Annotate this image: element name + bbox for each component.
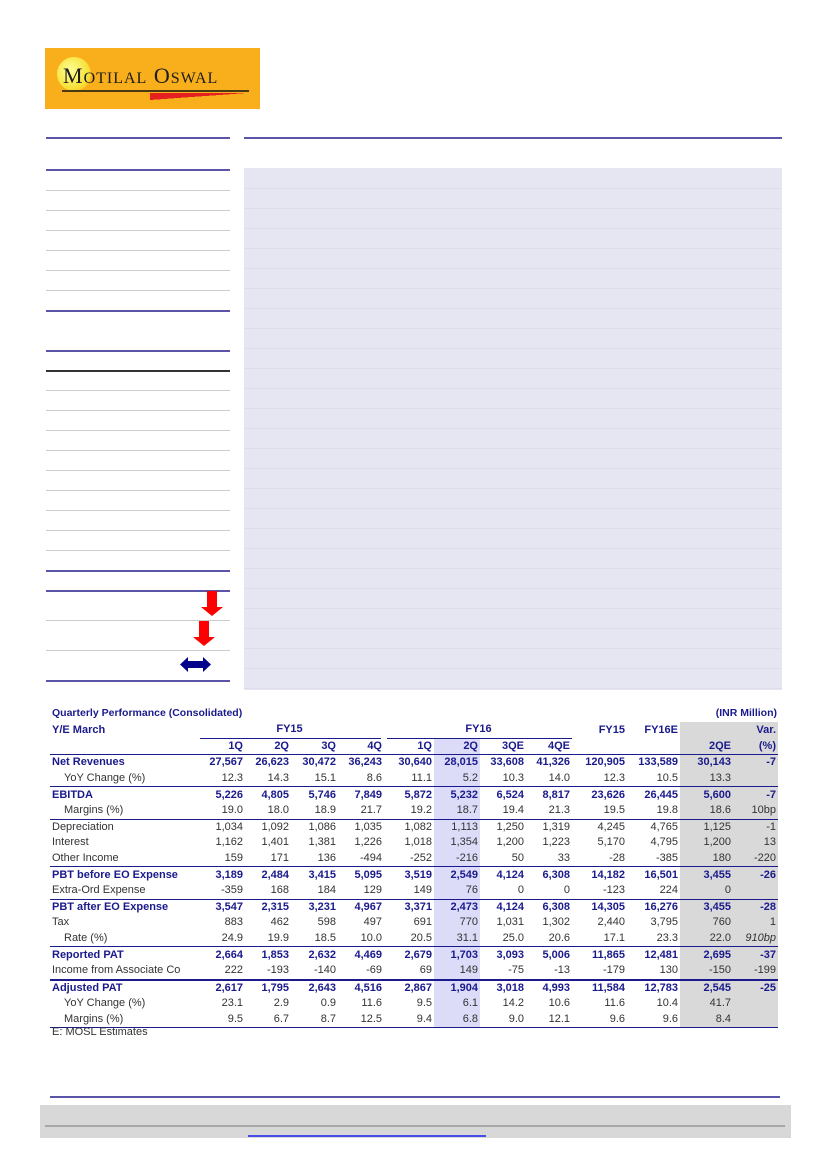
table-cell: 1,125	[680, 819, 733, 835]
table-cell: 3,795	[650, 916, 678, 929]
row-label: Tax	[52, 916, 70, 929]
table-cell: 1,226	[354, 836, 382, 849]
table-row	[50, 963, 778, 980]
table-cell: 8.7	[291, 1012, 338, 1028]
table-cell: 20.6	[526, 931, 572, 947]
table-cell: 5,170	[597, 836, 625, 849]
table-cell: 30,143	[680, 755, 733, 771]
table-cell: 883	[224, 916, 243, 929]
divider	[46, 270, 230, 271]
divider	[46, 310, 230, 312]
table-cell: 1,319	[542, 820, 570, 833]
divider	[46, 190, 230, 191]
column-header: 3QE	[480, 738, 526, 755]
table-cell	[733, 1012, 778, 1028]
table-cell: 1,401	[261, 836, 289, 849]
table-cell: 1,086	[308, 820, 336, 833]
table-cell: -140	[291, 963, 338, 980]
table-cell: 33,608	[490, 756, 524, 769]
table-cell: 6.1	[434, 996, 480, 1012]
column-header: 4Q	[338, 738, 384, 755]
column-header: (%)	[733, 738, 778, 755]
row-label: Other Income	[50, 851, 200, 867]
table-cell: 222	[200, 963, 245, 980]
table-cell: 26,445	[644, 788, 678, 801]
table-cell: 3,093	[496, 948, 524, 961]
divider	[46, 169, 230, 171]
divider	[46, 430, 230, 431]
table-cell: 691	[413, 916, 432, 929]
table-cell: 6,308	[542, 900, 570, 913]
row-label: PBT after EO Expense	[52, 900, 169, 913]
table-cell: 14.2	[502, 997, 524, 1010]
table-cell: 30,640	[398, 756, 432, 769]
table-cell: 3,547	[215, 900, 243, 913]
table-cell: 910bp	[733, 931, 778, 947]
table-cell: 23.3	[627, 931, 680, 947]
table-cell: 33	[526, 851, 572, 867]
table-row	[50, 819, 778, 835]
table-cell: 2.9	[273, 997, 289, 1010]
table-cell: 13.3	[680, 771, 733, 787]
table-cell: 18.0	[245, 803, 291, 819]
table-cell: -359	[200, 883, 245, 899]
table-cell: 159	[200, 851, 245, 867]
table-cell: 760	[680, 915, 733, 931]
table-cell: 4,469	[354, 948, 382, 961]
table-cell: 4,516	[354, 981, 382, 994]
table-cell: 21.3	[526, 803, 572, 819]
table-cell: 6.8	[434, 1012, 480, 1028]
table-cell: 184	[291, 883, 338, 899]
table-cell: 4,245	[597, 820, 625, 833]
table-cell: 3,231	[308, 900, 336, 913]
table-cell: 76	[434, 883, 480, 899]
table-cell: 1,031	[496, 916, 524, 929]
row-label: EBITDA	[52, 788, 93, 801]
table-cell	[733, 771, 778, 787]
table-cell: 27,567	[209, 756, 243, 769]
row-label: Margins (%)	[50, 803, 200, 819]
table-cell: 3,455	[680, 867, 733, 883]
table-cell: 5,006	[542, 948, 570, 961]
table-cell: 30,472	[302, 756, 336, 769]
table-cell: 3,189	[215, 868, 243, 881]
table-cell: 9.0	[480, 1012, 526, 1028]
table-cell: 6.7	[245, 1012, 291, 1028]
column-header: 1Q	[384, 738, 434, 755]
table-cell: 41,326	[536, 756, 570, 769]
table-cell: 2,549	[434, 867, 480, 883]
divider	[46, 470, 230, 471]
row-label: YoY Change (%)	[50, 771, 200, 787]
summary-panel	[244, 168, 782, 690]
table-cell: 2,867	[404, 981, 432, 994]
divider	[46, 650, 230, 651]
table-cell: 120,905	[585, 756, 625, 769]
table-cell: 1,381	[308, 836, 336, 849]
table-cell: 19.4	[480, 803, 526, 819]
table-cell: 130	[627, 963, 680, 980]
divider	[46, 450, 230, 451]
table-cell: 1,113	[434, 819, 480, 835]
table-cell: -123	[572, 883, 627, 899]
table-row	[50, 803, 778, 819]
table-cell: 1,018	[404, 836, 432, 849]
table-cell: 3,371	[404, 900, 432, 913]
table-cell: -7	[733, 755, 778, 771]
table-cell: 12.5	[338, 1012, 384, 1028]
table-cell: 4,805	[261, 788, 289, 801]
table-cell: 19.8	[627, 803, 680, 819]
row-label: Margins (%)	[50, 1012, 200, 1028]
table-cell: 14.0	[526, 771, 572, 787]
table-cell: 15.1	[291, 771, 338, 787]
table-cell: 5,600	[680, 787, 733, 803]
table-cell: 5,226	[215, 788, 243, 801]
fy15-quarters-header: FY15	[200, 722, 384, 738]
table-unit: (INR Million)	[715, 707, 777, 719]
table-cell: 10.3	[480, 771, 526, 787]
row-label: Rate (%)	[50, 931, 200, 947]
table-cell: 10bp	[733, 803, 778, 819]
table-cell: 16,501	[644, 868, 678, 881]
table-cell: 1,200	[680, 835, 733, 851]
table-cell: -252	[384, 851, 434, 867]
table-cell: 10.6	[548, 997, 570, 1010]
table-cell: -385	[627, 851, 680, 867]
table-cell: 10.5	[627, 771, 680, 787]
row-label: YoY Change (%)	[64, 997, 146, 1010]
table-cell: 133,589	[638, 756, 678, 769]
divider	[46, 680, 230, 682]
table-cell: 497	[363, 916, 382, 929]
table-cell: 18.9	[291, 803, 338, 819]
table-cell: 168	[245, 883, 291, 899]
column-header: 2QE	[680, 738, 733, 755]
table-cell: 8.4	[680, 1012, 733, 1028]
table-cell: -7	[733, 787, 778, 803]
table-cell: 2,632	[308, 948, 336, 961]
table-cell: 5.2	[434, 771, 480, 787]
column-header: 1Q	[200, 738, 245, 755]
table-cell: -28	[572, 851, 627, 867]
divider	[50, 1096, 780, 1098]
header-row	[50, 722, 778, 738]
table-cell: 18.6	[680, 803, 733, 819]
table-cell: 2,695	[680, 947, 733, 963]
table-cell: 11,865	[591, 948, 625, 961]
table-cell: -216	[434, 851, 480, 867]
table-cell: -13	[526, 963, 572, 980]
row-label: Reported PAT	[52, 948, 124, 961]
table-cell: 7,849	[354, 788, 382, 801]
table-cell: 1,703	[434, 947, 480, 963]
var-header: Var.	[733, 722, 778, 738]
table-cell: 19.0	[200, 803, 245, 819]
table-cell: 23,626	[591, 788, 625, 801]
table-cell: 12,783	[644, 981, 678, 994]
table-cell: 11.6	[604, 997, 625, 1010]
table-cell: 36,243	[348, 756, 382, 769]
table-cell: 1,250	[496, 820, 524, 833]
table-cell: 17.1	[572, 931, 627, 947]
table-row	[50, 947, 778, 963]
table-row	[50, 931, 778, 947]
table-cell: 4,124	[496, 868, 524, 881]
table-cell: 19.5	[572, 803, 627, 819]
table-row	[50, 771, 778, 787]
table-cell: 10.0	[338, 931, 384, 947]
table-cell: 5,746	[308, 788, 336, 801]
table-cell: 1,092	[261, 820, 289, 833]
table-cell: 8.6	[338, 771, 384, 787]
divider	[46, 550, 230, 551]
table-cell: 12.1	[526, 1012, 572, 1028]
table-cell: 4,967	[354, 900, 382, 913]
row-label: Interest	[52, 836, 89, 849]
table-cell: 9.6	[572, 1012, 627, 1028]
table-cell: 9.6	[627, 1012, 680, 1028]
table-cell: 4,765	[650, 820, 678, 833]
table-cell: -75	[480, 963, 526, 980]
table-cell	[733, 996, 778, 1012]
fy15-header: FY15	[598, 723, 625, 736]
column-header: 4QE	[526, 738, 572, 755]
table-cell: 11.6	[361, 997, 382, 1010]
table-cell: -494	[338, 851, 384, 867]
column-header	[627, 738, 680, 755]
table-cell: 69	[384, 963, 434, 980]
table-row	[50, 883, 778, 899]
table-cell: 1,200	[496, 836, 524, 849]
table-cell: 20.5	[384, 931, 434, 947]
table-cell: 5,872	[404, 788, 432, 801]
table-cell: 8,817	[542, 788, 570, 801]
table-cell: 1	[733, 915, 778, 931]
table-cell: 2,315	[261, 900, 289, 913]
arrow-left-right-icon	[180, 657, 211, 672]
table-cell: 2,440	[597, 916, 625, 929]
table-cell: 129	[338, 883, 384, 899]
arrow-down-icon	[207, 591, 217, 607]
table-cell: 0	[480, 883, 526, 899]
table-cell: 2,643	[308, 981, 336, 994]
table-cell: 224	[627, 883, 680, 899]
table-cell: 1,904	[434, 980, 480, 997]
divider	[46, 510, 230, 511]
table-cell: 12.3	[572, 771, 627, 787]
table-cell: 3,415	[308, 868, 336, 881]
table-cell: 19.2	[384, 803, 434, 819]
table-cell: 16,276	[644, 900, 678, 913]
table-cell: -150	[680, 963, 733, 980]
table-row	[50, 980, 778, 997]
table-cell: 0.9	[320, 997, 336, 1010]
table-cell: 41.7	[680, 996, 733, 1012]
table-cell: 24.9	[200, 931, 245, 947]
divider	[46, 250, 230, 251]
divider	[46, 290, 230, 291]
table-cell: 21.7	[338, 803, 384, 819]
table-cell: 3,519	[404, 868, 432, 881]
table-cell: 2,679	[404, 948, 432, 961]
table-cell: 4,993	[542, 981, 570, 994]
table-cell: 14.3	[245, 771, 291, 787]
table-cell: 22.0	[680, 931, 733, 947]
table-cell: 770	[434, 915, 480, 931]
row-label: Adjusted PAT	[52, 981, 123, 994]
table-row	[50, 787, 778, 803]
table-cell: 3,018	[496, 981, 524, 994]
divider	[46, 590, 230, 592]
table-cell: 31.1	[434, 931, 480, 947]
divider	[46, 530, 230, 531]
table-cell: -179	[572, 963, 627, 980]
table-cell: 5,095	[354, 868, 382, 881]
table-cell: 9.5	[200, 1012, 245, 1028]
column-header: 2Q	[245, 738, 291, 755]
divider	[46, 350, 230, 352]
table-cell: 23.1	[221, 997, 243, 1010]
table-cell: 0	[680, 883, 733, 899]
table-cell: 149	[384, 883, 434, 899]
table-row	[50, 867, 778, 883]
table-cell: 50	[480, 851, 526, 867]
table-cell: 10.4	[656, 997, 678, 1010]
table-cell: 180	[680, 851, 733, 867]
subheader-row	[50, 738, 778, 755]
row-label: Extra-Ord Expense	[50, 883, 200, 899]
row-label: Income from Associate Co	[50, 963, 200, 980]
table-cell: 28,015	[434, 755, 480, 771]
table-row	[50, 835, 778, 851]
table-cell: 2,484	[261, 868, 289, 881]
table-cell: 1,162	[215, 836, 243, 849]
table-cell: 18.7	[434, 803, 480, 819]
fy16e-header: FY16E	[644, 723, 678, 736]
table-cell: -25	[733, 980, 778, 997]
table-cell: -69	[338, 963, 384, 980]
table-cell: 2,473	[434, 899, 480, 915]
table-cell: 1,035	[354, 820, 382, 833]
table-cell: 13	[733, 835, 778, 851]
footnote: E: MOSL Estimates	[52, 1026, 148, 1038]
row-label: PBT before EO Expense	[52, 868, 178, 881]
table-cell: 4,124	[496, 900, 524, 913]
table-cell: 1,354	[434, 835, 480, 851]
table-cell: 171	[245, 851, 291, 867]
table-cell: 1,082	[404, 820, 432, 833]
table-cell: 6,308	[542, 868, 570, 881]
table-row	[50, 1012, 778, 1028]
motilal-oswal-logo: MOTILAL OSWAL	[45, 48, 260, 109]
table-cell: 11.1	[384, 771, 434, 787]
table-cell: 1,034	[215, 820, 243, 833]
table-cell: 5,232	[434, 787, 480, 803]
table-cell: 14,305	[591, 900, 625, 913]
table-cell: -37	[733, 947, 778, 963]
table-cell: 2,664	[215, 948, 243, 961]
table-cell: 2,617	[215, 981, 243, 994]
table-row	[50, 755, 778, 771]
table-cell: 26,623	[255, 756, 289, 769]
ye-march-label: Y/E March	[52, 723, 106, 736]
column-header	[572, 738, 627, 755]
table-cell: 136	[291, 851, 338, 867]
quarterly-performance-table	[50, 722, 778, 1028]
table-cell: -26	[733, 867, 778, 883]
table-cell: 462	[270, 916, 289, 929]
table-cell: 14,182	[591, 868, 625, 881]
table-cell: 2,545	[680, 980, 733, 997]
table-cell: 1,853	[261, 948, 289, 961]
table-cell: 1,795	[261, 981, 289, 994]
row-label: Net Revenues	[52, 756, 125, 769]
table-cell: -28	[733, 899, 778, 915]
table-cell: -1	[733, 819, 778, 835]
column-header: 3Q	[291, 738, 338, 755]
table-cell: 11,584	[591, 981, 625, 994]
table-cell: 3,455	[680, 899, 733, 915]
arrow-down-icon	[199, 621, 209, 637]
table-row	[50, 899, 778, 915]
divider	[46, 410, 230, 411]
divider	[46, 570, 230, 572]
divider	[46, 210, 230, 211]
table-row	[50, 851, 778, 867]
divider	[46, 390, 230, 391]
divider	[46, 370, 230, 372]
table-cell: 25.0	[480, 931, 526, 947]
table-title: Quarterly Performance (Consolidated)	[52, 707, 243, 719]
table-cell: -220	[733, 851, 778, 867]
table-cell: 1,223	[542, 836, 570, 849]
footer-link[interactable]	[248, 1135, 486, 1137]
table-cell: 149	[434, 963, 480, 980]
divider	[244, 137, 782, 139]
table-cell: 1,302	[542, 916, 570, 929]
table-cell: 19.9	[245, 931, 291, 947]
table-row	[50, 996, 778, 1012]
table-cell: 12,481	[644, 948, 678, 961]
column-header: 2Q	[434, 738, 480, 755]
table-cell: -199	[733, 963, 778, 980]
divider	[46, 490, 230, 491]
footer-bar	[40, 1105, 791, 1138]
divider	[46, 137, 230, 139]
row-label: Depreciation	[52, 820, 114, 833]
table-cell: 18.5	[291, 931, 338, 947]
table-row	[50, 915, 778, 931]
table-cell: 12.3	[200, 771, 245, 787]
table-cell: 598	[317, 916, 336, 929]
table-cell: -193	[245, 963, 291, 980]
table-cell: 9.5	[416, 997, 432, 1010]
divider	[46, 230, 230, 231]
fy16-quarters-header: FY16	[384, 722, 572, 738]
table-cell: 4,795	[650, 836, 678, 849]
table-cell: 0	[526, 883, 572, 899]
table-cell	[733, 883, 778, 899]
table-cell: 9.4	[384, 1012, 434, 1028]
table-cell: 6,524	[496, 788, 524, 801]
